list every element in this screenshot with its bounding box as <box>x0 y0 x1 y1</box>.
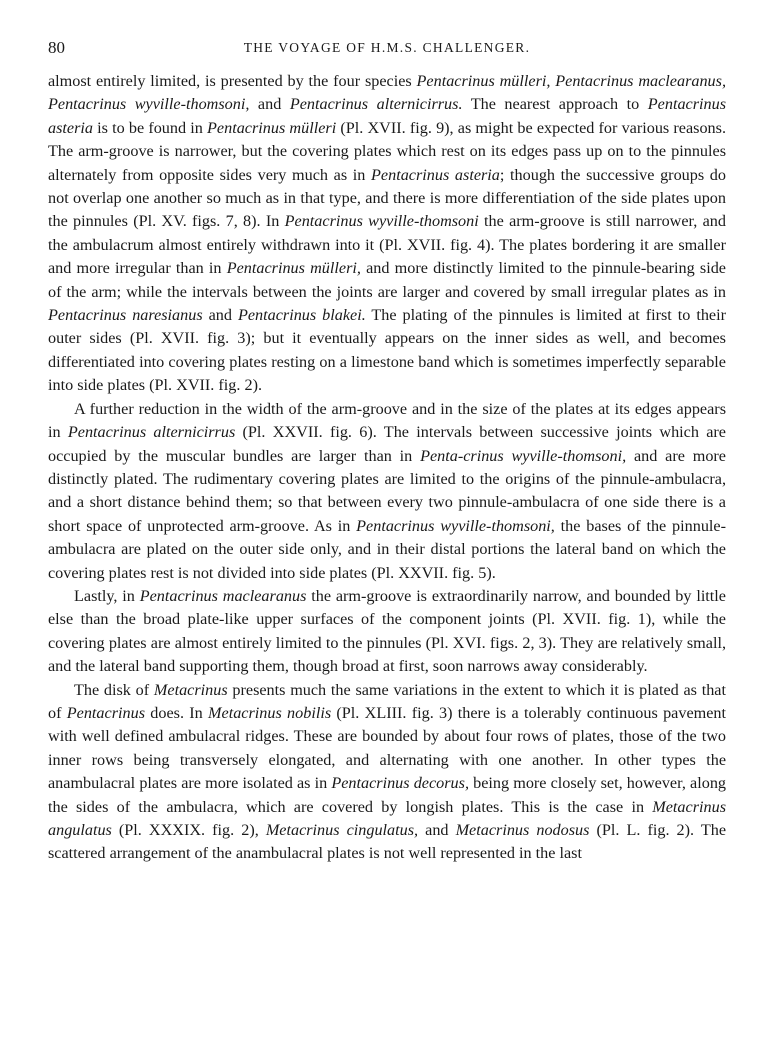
text-run: Lastly, in <box>74 586 140 605</box>
taxon-name: Metacrinus cingulatus, <box>265 821 419 839</box>
text-run: almost entirely limited, is presented by the four species <box>48 72 417 90</box>
paragraph <box>48 679 726 866</box>
paragraph <box>48 585 726 679</box>
taxon-name: Penta-crinus wyville-thomsoni, <box>420 446 627 465</box>
text-run: the arm-groove is still narrower, and the ambulacrum almost entirely withdrawn into it (Pl. XVII. fig. 4). The plates bordering it are smaller and more irregular than in <box>48 212 726 278</box>
taxon-name: Metacrinus nobilis <box>208 703 332 722</box>
text-run: does. In <box>145 703 209 722</box>
text-run: being more closely set, however, along the sides of the ambulacra, which are covered by longish plates. This is the case in <box>48 774 727 816</box>
paragraph <box>48 398 726 585</box>
text-run: The nearest approach to <box>462 95 648 114</box>
taxon-name: Pentacrinus mülleri, <box>226 259 361 278</box>
text-run: the bases of the pinnule-ambulacra are plated on the outer side only, and in their distal portions the lateral band on which the covering plates rest is not divided into side plates (Pl. XXVII. fig. 5). <box>48 516 726 582</box>
taxon-name: Pentacrinus mülleri, Pentacrinus maclearanus, Pentacrinus wyville-thomsoni, <box>48 72 726 114</box>
taxon-name: Metacrinus nodosus <box>455 821 590 839</box>
text-run: (Pl. XXVII. fig. 6). The intervals between successive joints which are occupied by the muscular bundles are larger than in <box>48 423 726 465</box>
taxon-name: Metacrinus <box>153 680 228 699</box>
text-run: and more distinctly limited to the pinnule-bearing side of the arm; while the intervals between the joints are larger and covered by small irregular plates as in <box>48 259 726 301</box>
page-number: 80 <box>48 38 65 57</box>
text-run: (Pl. XLIII. fig. 3) there is a tolerably continuous pavement with well defined ambulacral ridges. These are bounded by about four rows of plates, those of the two inner rows being transversely elongated, and alternating with one another. In other types the anambulacral plates are more isolated as in <box>48 703 727 793</box>
text-run: the arm-groove is extraordinarily narrow, and bounded by little else than the broad plate-like upper surfaces of the component joints (Pl. XVII. fig. 1), while the covering plates are almost entirely limited to the pinnules (Pl. XVI. figs. 2, 3). They are relatively small, and the lateral band supporting them, though broad at first, soon narrows away considerably. <box>48 586 726 676</box>
taxon-name: Pentacrinus alternicirrus. <box>289 95 463 114</box>
running-head: THE VOYAGE OF H.M.S. CHALLENGER. <box>243 40 531 55</box>
body-text <box>48 70 726 866</box>
taxon-name: Pentacrinus alternicirrus <box>67 423 236 442</box>
text-run: A further reduction in the width of the arm-groove and in the size of the plates at its edges appears in <box>48 399 726 442</box>
text-run: and <box>249 95 290 114</box>
paragraph <box>48 70 726 398</box>
taxon-name: Pentacrinus wyville-thomsoni, <box>356 516 555 535</box>
text-run: and <box>202 306 238 325</box>
text-run: The plating of the pinnules is limited at first to their outer sides (Pl. XVII. fig. 3); but it eventually appears on the inner sides as well, and becomes differentiated into covering plates resting on a limestone band which is sometimes imperfectly separable into side plates (Pl. XVII. fig. 2). <box>48 306 726 395</box>
taxon-name: Pentacrinus mülleri <box>207 118 337 137</box>
text-run: presents much the same variations in the extent to which it is plated as that of <box>48 680 726 722</box>
taxon-name: Metacrinus angulatus <box>48 797 726 839</box>
text-run: The disk of <box>74 680 154 699</box>
taxon-name: Pentacrinus asteria <box>371 165 500 184</box>
text-run: (Pl. XVII. fig. 9), as might be expected for various reasons. The arm-groove is narrower, but the covering plates which rest on its edges pass up on to the pinnules alternately from opposite sides very much as in <box>48 118 726 184</box>
text-run: and are more distinctly plated. The rudimentary covering plates are limited to the origins of the pinnule-ambulacra, and a short distance behind them; so that between every two pinnule-ambulacra of one side there is a short space of unprotected arm-groove. As in <box>48 446 726 535</box>
text-run: (Pl. XXXIX. fig. 2), <box>111 821 266 839</box>
text-run: and <box>418 821 456 839</box>
taxon-name: Pentacrinus wyville-thomsoni <box>284 212 479 231</box>
text-run: (Pl. L. fig. 2). The scattered arrangement of the anambulacral plates is not well represented in the last <box>48 821 727 863</box>
taxon-name: Pentacrinus blakei. <box>237 306 366 325</box>
taxon-name: Pentacrinus maclearanus <box>139 586 307 605</box>
taxon-name: Pentacrinus asteria <box>48 95 727 137</box>
taxon-name: Pentacrinus <box>66 703 145 722</box>
taxon-name: Pentacrinus naresianus <box>48 306 203 325</box>
text-run: is to be found in <box>92 118 208 137</box>
page-header <box>48 30 726 70</box>
page <box>48 30 726 866</box>
taxon-name: Pentacrinus decorus, <box>331 774 469 793</box>
text-run: ; though the successive groups do not overlap one another so much as in that type, and there is more differentiation of the side plates upon the pinnules (Pl. XV. figs. 7, 8). In <box>48 165 726 231</box>
